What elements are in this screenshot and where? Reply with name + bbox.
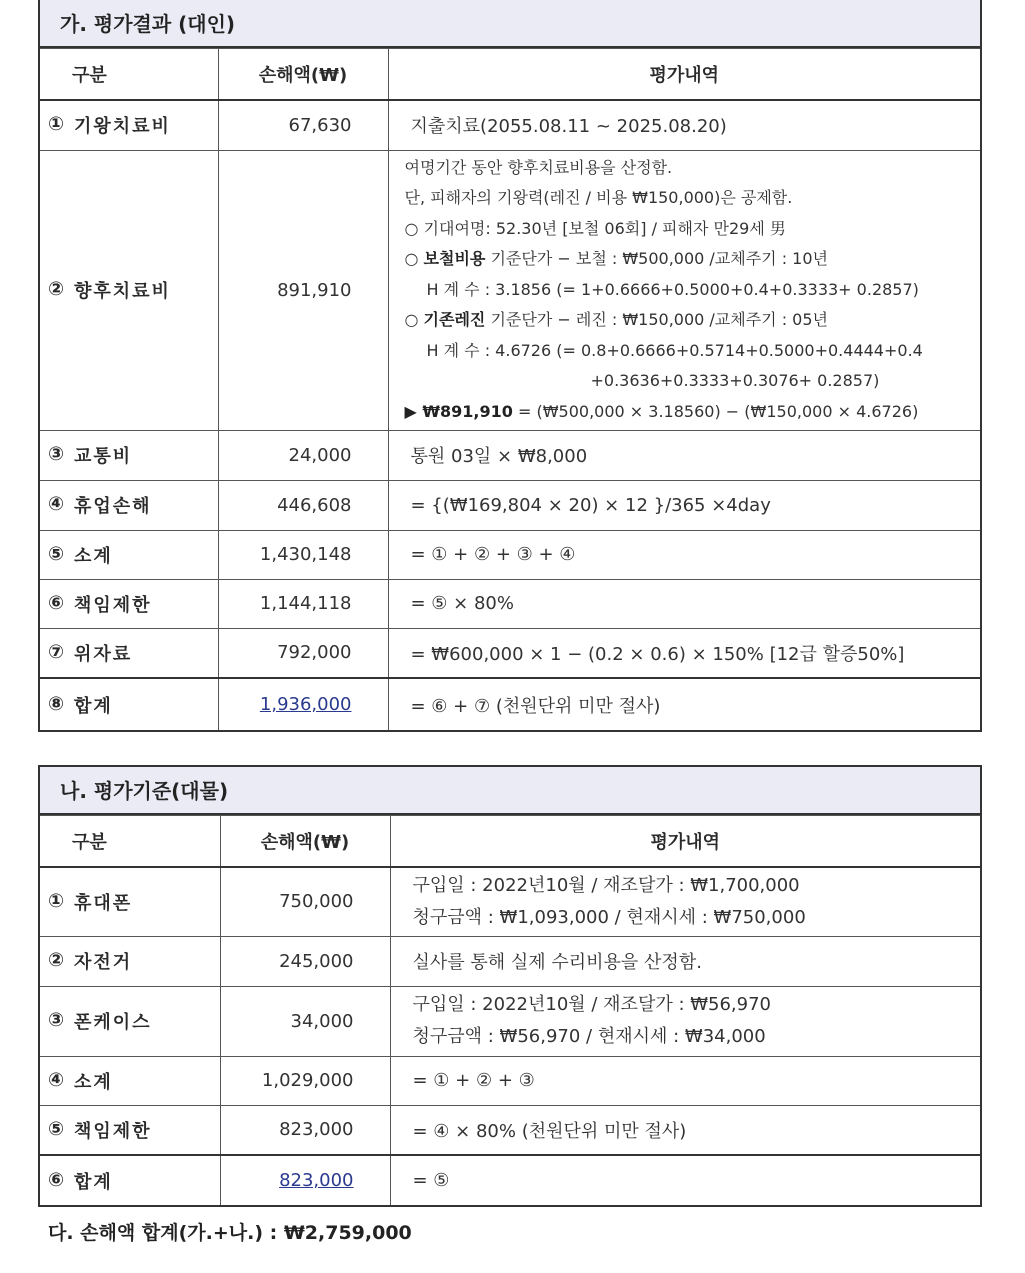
grand-total: 다. 손해액 합계(가.+나.) : ₩2,759,000 (48, 1222, 412, 1244)
table-row: ④ 휴업손해 446,608 = {(₩169,804 × 20) × 12 }/365 ×4day (40, 480, 980, 530)
section-a-table (38, 0, 982, 732)
header-amount: 손해액(₩) (220, 816, 390, 868)
section-b-table (38, 765, 982, 1207)
table-row: ⑥ 책임제한 1,144,118 = ⑤ × 80% (40, 579, 980, 628)
table-row: ① 기왕치료비 67,630 지출치료(2055.08.11 ~ 2025.08.20) (40, 100, 980, 150)
table-row: ④ 소계 1,029,000 = ① + ② + ③ (40, 1056, 980, 1105)
table-row: ⑤ 소계 1,430,148 = ① + ② + ③ + ④ (40, 530, 980, 579)
table-row: ② 자전거 245,000 실사를 통해 실제 수리비용을 산정함. (40, 936, 980, 986)
table-row: ⑦ 위자료 792,000 = ₩600,000 × 1 − (0.2 × 0.6) × 150% [12급 할증50%] (40, 628, 980, 678)
table-row: ⑤ 책임제한 823,000 = ④ × 80% (천원단위 미만 절사) (40, 1105, 980, 1155)
header-amount: 손해액(₩) (218, 49, 388, 101)
header-detail: 평가내역 (390, 816, 980, 868)
table-row-future-treatment: ② 향후치료비 891,910 여명기간 동안 향후치료비용을 산정함. 단, 피해자의 기왕력(레진 / 비용 ₩150,000)은 공제함. ○ 기대여명: 52.30년 [보철 06회] / 피해자 만29세 男 ○ 보철비용 기준단가 − 보철 : ₩500,000 /교체주기 : 10년 H 계 수 : 3.1856 (= 1+0.6666+0.5000+0.4+0.3333+ 0.2857) ○ 기존레진 기준단가 − 레진 : ₩150,000 /교체주기 : 05년 H 계 수 : 4.6726 (= 0.8+0.6666+0.5714+0.5000+0.4444+0.4 +0.3636+0.3333+0.3076+ 0.2857) ▶ ₩891,910 = (₩500,000 × 3.18560) − (₩150,000 × 4.6726) (40, 150, 980, 430)
total-row: ⑧ 합계 1,936,000 = ⑥ + ⑦ (천원단위 미만 절사) (40, 678, 980, 730)
table-row: ③ 폰케이스 34,000 구입일 : 2022년10월 / 재조달가 : ₩56,970 청구금액 : ₩56,970 / 현재시세 : ₩34,000 (40, 986, 980, 1056)
section-b-title: 나. 평가기준(대물) (40, 767, 980, 815)
header-gubun: 구분 (40, 816, 220, 868)
total-row: ⑥ 합계 823,000 = ⑤ (40, 1155, 980, 1205)
header-detail: 평가내역 (388, 49, 980, 101)
table-row: ③ 교통비 24,000 통원 03일 × ₩8,000 (40, 430, 980, 480)
table-row: ① 휴대폰 750,000 구입일 : 2022년10월 / 재조달가 : ₩1,700,000 청구금액 : ₩1,093,000 / 현재시세 : ₩750,000 (40, 867, 980, 936)
total-amount-link[interactable]: 1,936,000 (259, 694, 352, 715)
section-a-title: 가. 평가결과 (대인) (40, 0, 980, 48)
total-amount-link[interactable]: 823,000 (279, 1170, 354, 1191)
header-gubun: 구분 (40, 49, 218, 101)
